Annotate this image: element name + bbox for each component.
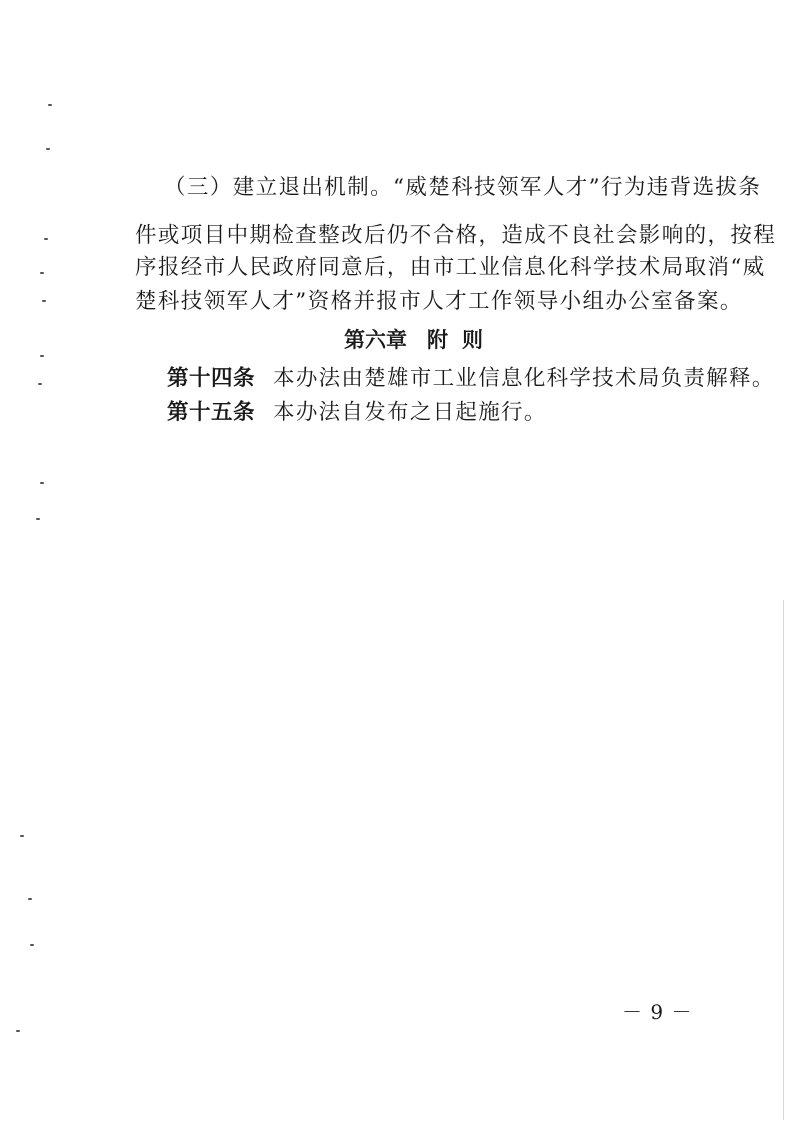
scan-speck xyxy=(40,272,44,274)
article-text: 本办法由楚雄市工业信息化科学技术局负责解释。 xyxy=(273,366,775,391)
scan-speck xyxy=(44,238,48,240)
scan-speck xyxy=(20,835,24,837)
paragraph-line: 楚科技领军人才”资格并报市人才工作领导小组办公室备案。 xyxy=(135,289,743,314)
scan-edge-line xyxy=(783,600,784,1120)
scan-speck xyxy=(40,482,44,484)
chapter-heading xyxy=(344,325,483,355)
chapter-number: 第六章 xyxy=(344,328,407,352)
scan-speck xyxy=(42,300,46,302)
chapter-title-first: 附 xyxy=(427,328,448,352)
article-label: 第十五条 xyxy=(167,400,256,425)
article-label: 第十四条 xyxy=(167,366,256,391)
chapter-title-second: 则 xyxy=(462,328,483,352)
paragraph-line: 件或项目中期检查整改后仍不合格，造成不良社会影响的，按程 xyxy=(135,223,777,248)
scan-speck xyxy=(30,944,34,946)
scan-speck xyxy=(36,518,40,520)
article-fifteen xyxy=(167,398,547,428)
scan-speck xyxy=(48,104,52,106)
article-text: 本办法自发布之日起施行。 xyxy=(273,400,547,425)
scan-speck xyxy=(40,355,44,357)
page-number: － 9 － xyxy=(622,1000,693,1024)
scan-speck xyxy=(46,148,50,150)
scan-speck xyxy=(28,898,32,900)
paragraph-line: 序报经市人民政府同意后，由市工业信息化科学技术局取消“威 xyxy=(135,255,766,280)
article-fourteen xyxy=(167,364,775,394)
scan-speck xyxy=(16,1030,20,1032)
scan-speck xyxy=(38,383,42,385)
paragraph-line: （三）建立退出机制。“威楚科技领军人才”行为违背选拔条 xyxy=(164,175,762,200)
